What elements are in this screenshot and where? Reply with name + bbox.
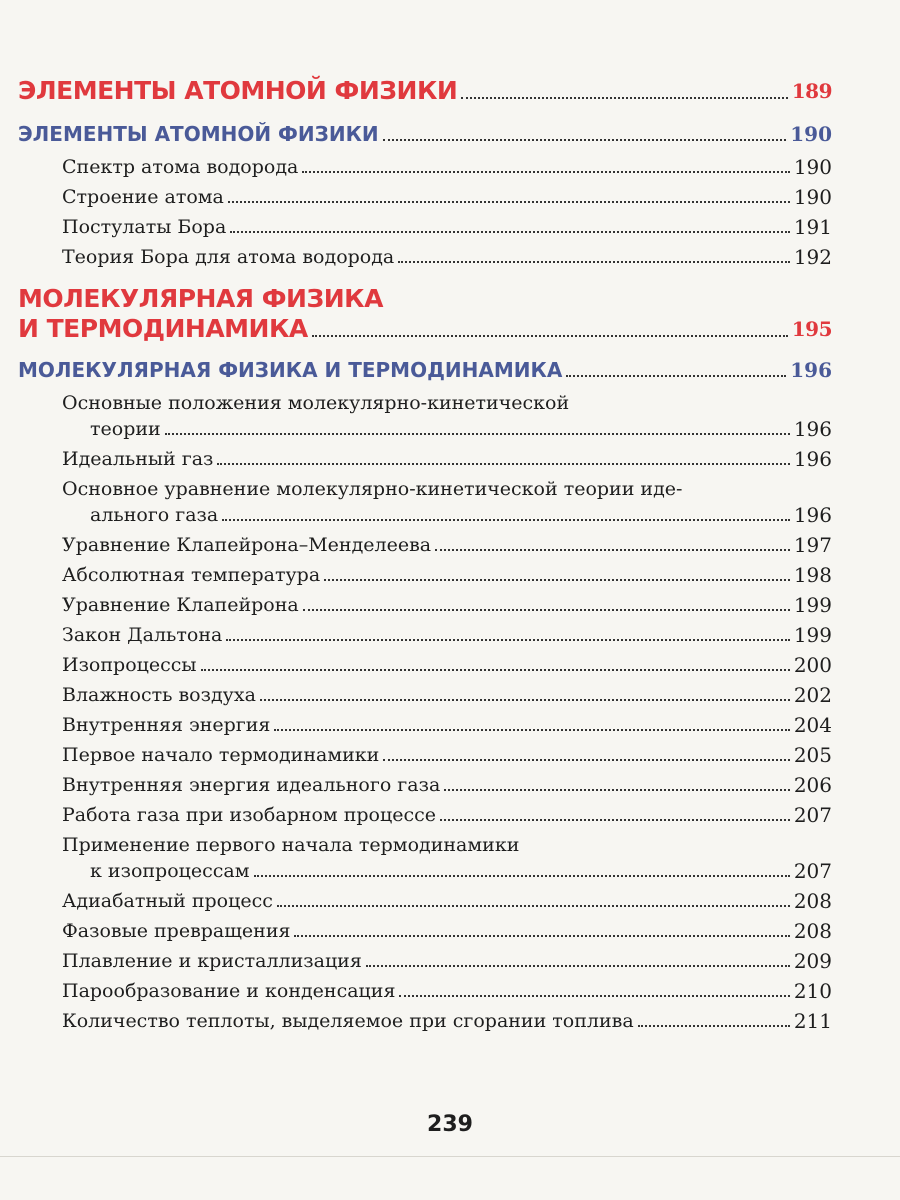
dot-leader <box>228 201 790 203</box>
toc-entry-page: 206 <box>793 773 832 797</box>
toc-entry-row <box>62 682 832 708</box>
toc-entry-title: Плавление и кристаллизация <box>62 950 362 972</box>
toc-entry-page: 197 <box>793 533 832 557</box>
toc-entry-title: Влажность воздуха <box>62 684 256 706</box>
toc-entry-row <box>62 502 832 528</box>
toc-entry <box>18 742 832 768</box>
dot-leader <box>230 231 790 233</box>
dot-leader <box>435 549 790 551</box>
toc-entry-row <box>62 772 832 798</box>
toc-entry-row <box>62 1008 832 1034</box>
dot-leader <box>383 759 790 761</box>
toc-entry-title: Строение атома <box>62 186 224 208</box>
dot-leader <box>440 819 790 821</box>
toc-entry-title: И ТЕРМОДИНАМИКА <box>18 314 308 343</box>
toc-entry-title: Теория Бора для атома водорода <box>62 246 395 268</box>
toc-entry-title: Абсолютная температура <box>62 564 321 586</box>
toc-entry-title: Закон Дальтона <box>62 624 223 646</box>
toc-entry-row <box>62 742 832 768</box>
toc-entry-line: Основные положения молекулярно-кинетической <box>62 392 570 414</box>
toc-entry <box>18 622 832 648</box>
toc-entry <box>18 948 832 974</box>
dot-leader <box>638 1025 790 1027</box>
toc-entry-title: ального газа <box>90 504 219 526</box>
toc-entry-title: Идеальный газ <box>62 448 214 470</box>
dot-leader <box>399 995 789 997</box>
toc-entry-row <box>62 712 832 738</box>
dot-leader <box>222 519 790 521</box>
toc-entry-title: Количество теплоты, выделяемое при сгорании топлива <box>62 1010 634 1032</box>
toc-entry-title: Внутренняя энергия <box>62 714 271 736</box>
dot-leader <box>383 139 787 141</box>
toc-entry <box>18 802 832 828</box>
toc-entry-page: 205 <box>793 743 832 767</box>
dot-leader <box>226 639 790 641</box>
toc-entry-page: 191 <box>793 215 832 239</box>
toc-entry-page: 196 <box>790 358 832 382</box>
toc-entry <box>18 888 832 914</box>
toc-entry <box>18 772 832 798</box>
toc-entry-page: 198 <box>793 563 832 587</box>
toc-entry <box>18 214 832 240</box>
dot-leader <box>324 579 790 581</box>
dot-leader <box>277 905 790 907</box>
dot-leader <box>201 669 790 671</box>
toc-entry <box>18 592 832 618</box>
toc-entry <box>18 682 832 708</box>
toc-entry <box>18 120 832 148</box>
toc-entry-row <box>18 356 832 384</box>
toc-entry-page: 196 <box>793 417 832 441</box>
dot-leader <box>165 433 790 435</box>
dot-leader <box>302 171 789 173</box>
toc-entry-row <box>62 214 832 240</box>
toc-entry-page: 208 <box>793 919 832 943</box>
toc-entry-title: ЭЛЕМЕНТЫ АТОМНОЙ ФИЗИКИ <box>18 76 458 105</box>
toc-entry-row <box>18 120 832 148</box>
toc-entry-page: 190 <box>793 155 832 179</box>
toc-entry-page: 192 <box>793 245 832 269</box>
dot-leader <box>260 699 790 701</box>
dot-leader <box>566 375 786 377</box>
toc-entry-title: Парообразование и конденсация <box>62 980 396 1002</box>
toc-entry <box>18 356 832 384</box>
toc-entry-page: 209 <box>793 949 832 973</box>
toc-entry-row <box>62 978 832 1004</box>
toc-entry <box>18 562 832 588</box>
toc-entry-title: Уравнение Клапейрона–Менделеева <box>62 534 432 556</box>
toc-entry-row <box>18 76 832 106</box>
dot-leader <box>303 609 790 611</box>
toc-entry <box>18 532 832 558</box>
toc-entry-title: Уравнение Клапейрона <box>62 594 299 616</box>
toc-entry-title: Работа газа при изобарном процессе <box>62 804 436 826</box>
page-number: 239 <box>427 1112 473 1137</box>
toc-entry-row <box>62 652 832 678</box>
dot-leader <box>274 729 789 731</box>
toc-entry <box>18 154 832 180</box>
toc-entry-page: 195 <box>791 317 832 341</box>
toc-entry-page: 204 <box>793 713 832 737</box>
toc-entry-page: 190 <box>793 185 832 209</box>
dot-leader <box>312 335 788 337</box>
toc-entry-row <box>62 154 832 180</box>
toc-entry <box>18 832 832 884</box>
toc-entry <box>18 284 832 344</box>
toc-entry-page: 196 <box>793 503 832 527</box>
toc-entry <box>18 446 832 472</box>
toc-entry-line: Основное уравнение молекулярно-кинетической теории иде- <box>62 478 683 500</box>
dot-leader <box>254 875 790 877</box>
toc-entry <box>18 712 832 738</box>
toc-entry-row <box>62 622 832 648</box>
toc-entry-title: МОЛЕКУЛЯРНАЯ ФИЗИКА И ТЕРМОДИНАМИКА <box>18 358 563 382</box>
toc-entry-line: МОЛЕКУЛЯРНАЯ ФИЗИКА <box>18 284 383 313</box>
toc-entry-row <box>62 184 832 210</box>
bottom-rule <box>0 1156 900 1157</box>
toc-entry-page: 199 <box>793 593 832 617</box>
table-of-contents <box>18 76 832 1034</box>
toc-entry <box>18 244 832 270</box>
dot-leader <box>294 935 789 937</box>
toc-entry-page: 202 <box>793 683 832 707</box>
toc-entry <box>18 76 832 106</box>
toc-entry-title: к изопроцессам <box>90 860 250 882</box>
toc-entry-title: Внутренняя энергия идеального газа <box>62 774 441 796</box>
toc-entry <box>18 390 832 442</box>
toc-entry-page: 200 <box>793 653 832 677</box>
toc-entry-page: 207 <box>793 803 832 827</box>
toc-entry-page: 190 <box>790 122 832 146</box>
toc-entry-row <box>62 562 832 588</box>
toc-entry-row <box>62 446 832 472</box>
toc-entry-row <box>62 592 832 618</box>
toc-entry-row <box>62 416 832 442</box>
toc-entry-page: 189 <box>791 79 832 103</box>
toc-entry-title: Фазовые превращения <box>62 920 291 942</box>
toc-entry-page: 207 <box>793 859 832 883</box>
toc-entry-row <box>62 918 832 944</box>
toc-entry-page: 199 <box>793 623 832 647</box>
toc-entry-title: ЭЛЕМЕНТЫ АТОМНОЙ ФИЗИКИ <box>18 122 379 146</box>
toc-entry <box>18 476 832 528</box>
toc-entry-row <box>62 858 832 884</box>
toc-entry-row <box>62 802 832 828</box>
toc-entry-page: 210 <box>793 979 832 1003</box>
toc-entry-title: Первое начало термодинамики <box>62 744 380 766</box>
toc-entry-page: 196 <box>793 447 832 471</box>
toc-entry-row <box>62 532 832 558</box>
toc-entry <box>18 184 832 210</box>
toc-entry-title: Постулаты Бора <box>62 216 227 238</box>
dot-leader <box>444 789 790 791</box>
dot-leader <box>217 463 789 465</box>
toc-entry <box>18 978 832 1004</box>
toc-entry-row <box>62 888 832 914</box>
dot-leader <box>461 97 787 99</box>
dot-leader <box>398 261 790 263</box>
toc-entry-line: Применение первого начала термодинамики <box>62 834 520 856</box>
toc-entry-page: 208 <box>793 889 832 913</box>
dot-leader <box>366 965 790 967</box>
toc-entry-row <box>18 314 832 344</box>
toc-entry-row <box>62 244 832 270</box>
toc-entry-title: Адиабатный процесс <box>62 890 273 912</box>
toc-entry <box>18 1008 832 1034</box>
toc-entry-row <box>62 948 832 974</box>
toc-entry <box>18 918 832 944</box>
toc-entry-title: Изопроцессы <box>62 654 197 676</box>
toc-entry <box>18 652 832 678</box>
toc-entry-title: Спектр атома водорода <box>62 156 299 178</box>
toc-entry-title: теории <box>90 418 161 440</box>
toc-entry-page: 211 <box>793 1009 832 1033</box>
